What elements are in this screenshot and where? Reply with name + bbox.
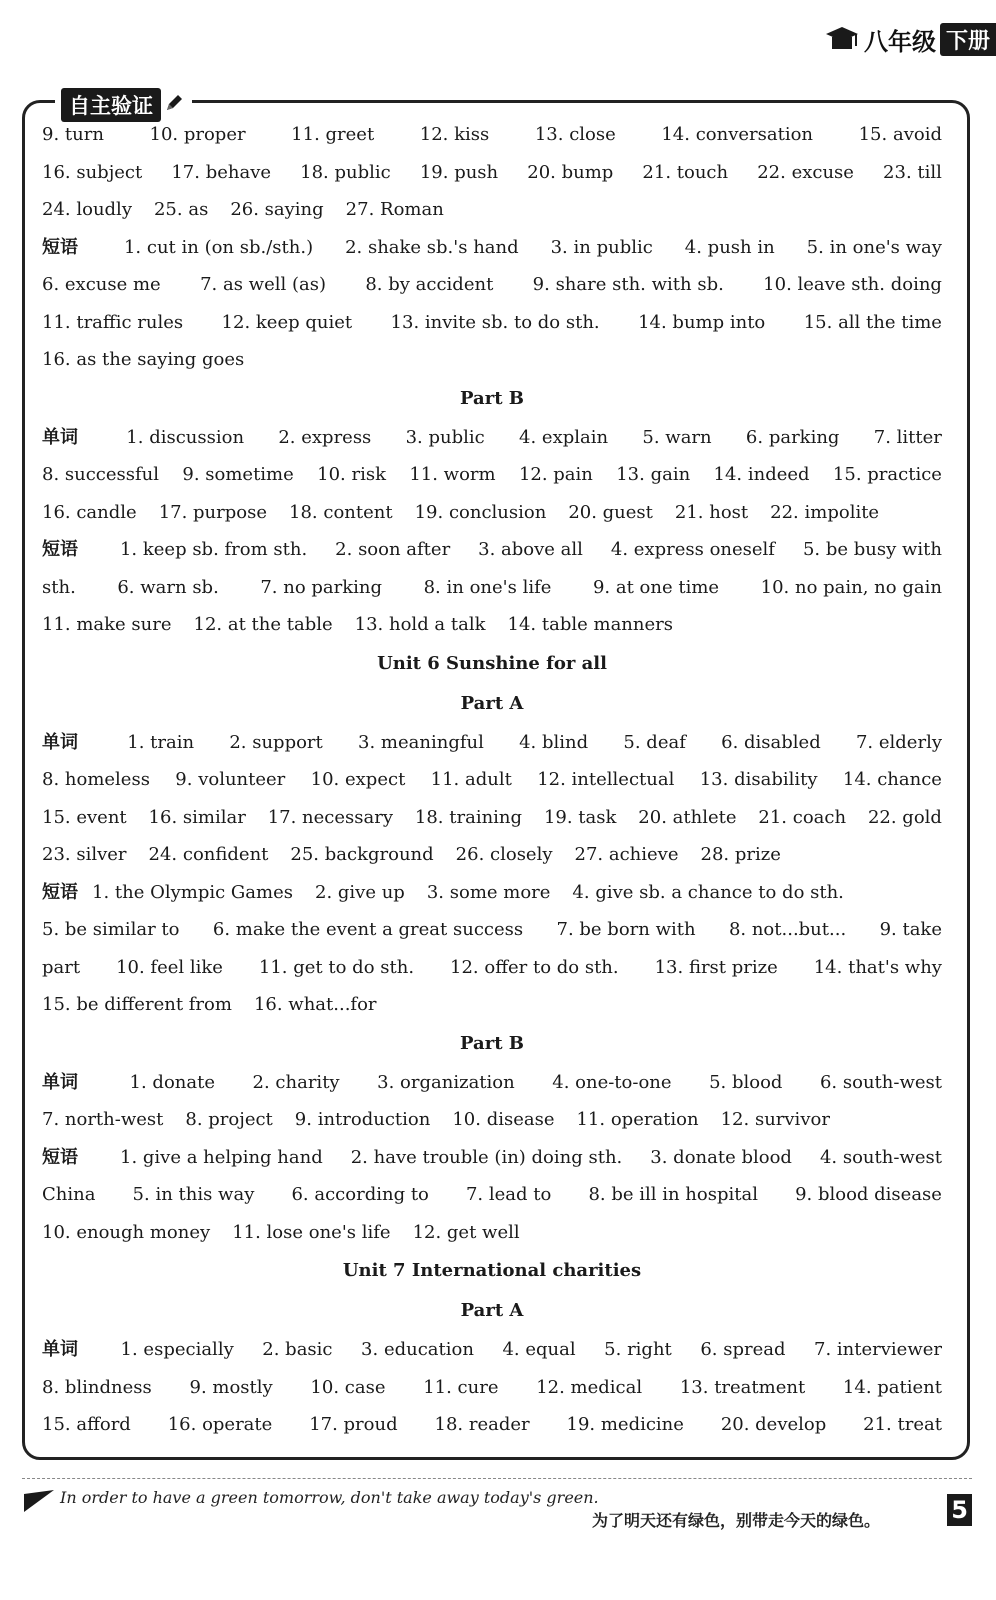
answer-content — [42, 116, 942, 1444]
category-label: 短语 — [42, 1146, 78, 1168]
answer-item: 5. blood — [709, 1071, 783, 1093]
answer-item: 20. guest — [568, 501, 653, 523]
answer-item: 4. give sb. a chance to do sth. — [572, 881, 844, 903]
answer-item: 16. similar — [148, 806, 246, 828]
answer-item: 8. by accident — [365, 274, 494, 295]
answer-item: 24. loudly — [42, 199, 132, 220]
answer-item: 7. lead to — [465, 1184, 552, 1205]
answer-item: 8. be ill in hospital — [588, 1184, 758, 1205]
answer-item: 15. practice — [832, 464, 942, 485]
answer-item: 2. charity — [252, 1071, 340, 1093]
answer-item: 20. develop — [720, 1414, 827, 1435]
answer-item: 8. project — [185, 1109, 273, 1130]
answer-item: 9. sometime — [182, 464, 294, 485]
answer-item: 5. be similar to — [42, 919, 180, 940]
answer-item: 18. public — [300, 161, 391, 183]
grade-label: 八年级 — [863, 27, 936, 56]
answer-item: 16. subject — [42, 161, 143, 183]
answer-item: 11. traffic rules — [42, 311, 184, 333]
answer-item: 16. candle — [42, 501, 137, 523]
answer-item: 20. bump — [527, 161, 614, 183]
answer-item: 12. kiss — [419, 124, 490, 145]
answer-item: 8. not...but... — [728, 919, 847, 940]
pencil-icon — [164, 93, 184, 117]
category-label: 短语 — [42, 881, 78, 903]
answer-item: 7. no parking — [260, 576, 383, 598]
answer-item: 1. discussion — [126, 426, 245, 448]
answer-item: 22. gold — [867, 806, 942, 828]
answer-item: 25. background — [290, 844, 434, 865]
answer-item: 17. behave — [171, 161, 272, 183]
answer-item: sth. — [42, 576, 76, 598]
answer-item: 10. no pain, no gain — [760, 576, 942, 598]
answer-line — [42, 724, 942, 762]
answer-item: 6. disabled — [721, 731, 821, 753]
answer-item: 28. prize — [700, 844, 781, 865]
answer-item: 1. especially — [120, 1339, 234, 1360]
answer-item: 27. achieve — [574, 844, 679, 865]
category-label: 单词 — [42, 731, 78, 753]
answer-item: 25. as — [153, 199, 209, 220]
category-label: 单词 — [42, 1339, 78, 1360]
answer-item: 5. be busy with — [802, 539, 942, 560]
answer-line — [42, 1214, 942, 1252]
answer-item: 13. gain — [616, 464, 691, 485]
answer-line — [42, 836, 942, 874]
answer-item: 9. volunteer — [175, 769, 286, 790]
answer-item: 10. risk — [317, 464, 386, 485]
answer-item: 9. mostly — [189, 1376, 273, 1398]
answer-item: 16. operate — [167, 1414, 273, 1435]
category-label: 单词 — [42, 426, 78, 448]
answer-item: 11. lose one's life — [232, 1221, 391, 1243]
category-label: 单词 — [42, 1071, 78, 1093]
answer-item: 22. impolite — [770, 501, 880, 523]
answer-item: 6. parking — [745, 426, 840, 448]
answer-item: 1. keep sb. from sth. — [119, 539, 308, 560]
answer-item: 16. as the saying goes — [42, 349, 245, 370]
answer-line — [42, 456, 942, 494]
motto-chinese: 为了明天还有绿色，别带走今天的绿色。 — [592, 1511, 881, 1530]
answer-item: 4. south-west — [819, 1146, 942, 1168]
answer-item: 9. take — [879, 919, 942, 940]
answer-item: 3. public — [405, 426, 485, 448]
answer-item: 3. some more — [426, 881, 551, 903]
answer-line — [42, 304, 942, 342]
answer-item: 23. till — [883, 161, 942, 183]
answer-item: 2. express — [278, 426, 372, 448]
answer-item: 14. bump into — [638, 311, 766, 333]
answer-item: 4. one-to-one — [552, 1071, 672, 1093]
answer-line — [42, 911, 942, 949]
answer-item: 11. cure — [423, 1376, 499, 1398]
answer-item: 19. task — [543, 806, 617, 828]
answer-item: 11. worm — [409, 464, 496, 485]
answer-item: 12. survivor — [720, 1109, 830, 1130]
answer-item: 10. disease — [452, 1109, 555, 1130]
answer-item: 7. elderly — [855, 731, 942, 753]
answer-item: 14. patient — [842, 1376, 942, 1398]
answer-item: 8. homeless — [42, 769, 150, 790]
answer-item: 3. education — [361, 1339, 474, 1360]
answer-line — [42, 229, 942, 267]
grade-tag — [822, 22, 996, 56]
answer-item: 10. proper — [149, 124, 246, 145]
answer-line — [42, 1139, 942, 1177]
answer-item: 26. closely — [455, 844, 553, 865]
answer-item: 12. pain — [518, 464, 593, 485]
answer-item: 6. excuse me — [42, 274, 161, 295]
answer-item: 4. express oneself — [610, 539, 775, 560]
answer-line — [42, 1331, 942, 1369]
answer-item: 1. donate — [129, 1071, 215, 1093]
answer-item: 15. all the time — [803, 311, 942, 333]
answer-line — [42, 1176, 942, 1214]
answer-item: 7. north-west — [42, 1109, 164, 1130]
answer-item: 18. content — [289, 501, 393, 523]
answer-item: 14. indeed — [713, 464, 810, 485]
answer-item: 9. share sth. with sb. — [532, 274, 724, 295]
answer-item: 14. that's why — [813, 956, 942, 978]
answer-item: 19. medicine — [566, 1414, 684, 1435]
graduation-cap-icon — [822, 24, 862, 54]
answer-item: 13. invite sb. to do sth. — [390, 311, 600, 333]
page-number: 5 — [947, 1494, 972, 1526]
answer-item: 13. disability — [699, 769, 818, 790]
answer-item: 4. explain — [519, 426, 609, 448]
answer-line — [42, 606, 942, 644]
answer-item: 3. in public — [550, 236, 653, 258]
footer — [22, 1478, 972, 1538]
answer-item: 12. intellectual — [537, 769, 675, 790]
answer-line — [42, 154, 942, 192]
answer-item: 13. treatment — [679, 1376, 806, 1398]
answer-line — [42, 986, 942, 1024]
answer-item: 10. enough money — [42, 1221, 211, 1243]
corner-triangle-icon — [24, 1490, 54, 1516]
answer-item: 5. in one's way — [806, 236, 942, 258]
answer-item: 21. host — [674, 501, 749, 523]
answer-item: 17. necessary — [267, 806, 394, 828]
answer-item: 6. south-west — [819, 1071, 942, 1093]
answer-item: 12. offer to do sth. — [450, 956, 619, 978]
answer-item: 12. at the table — [193, 614, 333, 635]
answer-item: 6. make the event a great success — [212, 919, 524, 940]
answer-item: 2. give up — [315, 881, 405, 903]
answer-item: 1. give a helping hand — [120, 1146, 323, 1168]
answer-line — [42, 1101, 942, 1139]
answer-item: 5. warn — [642, 426, 712, 448]
answer-line — [42, 799, 942, 837]
answer-item: 11. adult — [430, 769, 512, 790]
answer-item: 3. meaningful — [358, 731, 484, 753]
answer-item: 2. have trouble (in) doing sth. — [350, 1146, 623, 1168]
answer-line — [42, 569, 942, 607]
answer-line — [42, 949, 942, 987]
answer-item: 7. litter — [873, 426, 942, 448]
answer-item: 22. excuse — [757, 161, 854, 183]
answer-line — [42, 1064, 942, 1102]
volume-label: 下册 — [940, 23, 996, 56]
answer-item: part — [42, 956, 81, 978]
answer-item: 6. warn sb. — [117, 576, 219, 598]
answer-item: 10. leave sth. doing — [763, 274, 942, 295]
answer-item: 11. operation — [576, 1109, 699, 1130]
answer-item: 1. the Olympic Games — [92, 881, 293, 903]
answer-item: 14. conversation — [661, 124, 814, 145]
answer-item: 3. above all — [478, 539, 583, 560]
answer-item: 2. soon after — [335, 539, 451, 560]
answer-item: 4. push in — [684, 236, 775, 258]
answer-item: 4. equal — [502, 1339, 576, 1360]
answer-item: 21. touch — [642, 161, 729, 183]
section-heading: Part A — [460, 692, 524, 714]
answer-item: 12. medical — [536, 1376, 643, 1398]
answer-item: 19. conclusion — [414, 501, 547, 523]
answer-item: 8. in one's life — [423, 576, 552, 598]
section-heading: Part B — [460, 1032, 524, 1054]
answer-item: 13. hold a talk — [354, 614, 486, 635]
answer-line — [42, 419, 942, 457]
answer-line — [42, 266, 942, 304]
answer-item: 9. blood disease — [795, 1184, 942, 1205]
answer-item: 5. right — [604, 1339, 672, 1360]
section-heading: Unit 6 Sunshine for all — [377, 652, 607, 674]
answer-item: 15. event — [42, 806, 127, 828]
answer-item: 14. chance — [842, 769, 942, 790]
category-label: 短语 — [42, 539, 78, 560]
answer-item: 16. what...for — [253, 994, 377, 1015]
answer-item: 4. blind — [519, 731, 589, 753]
section-heading: Unit 7 International charities — [342, 1260, 642, 1281]
answer-item: 27. Roman — [345, 199, 444, 220]
answer-item: 2. support — [229, 731, 323, 753]
answer-line — [42, 494, 942, 532]
answer-item: 11. greet — [291, 124, 375, 145]
answer-item: China — [42, 1184, 96, 1205]
answer-item: 10. feel like — [116, 956, 223, 978]
section-heading: Part A — [460, 1300, 524, 1321]
answer-item: 9. turn — [42, 124, 104, 145]
answer-item: 15. afford — [42, 1414, 131, 1435]
section-label-text: 自主验证 — [61, 88, 161, 122]
answer-item: 10. expect — [310, 769, 406, 790]
answer-item: 11. make sure — [42, 614, 172, 635]
answer-item: 21. treat — [863, 1414, 942, 1435]
answer-item: 10. case — [310, 1376, 386, 1398]
answer-line — [42, 761, 942, 799]
footer-divider — [22, 1478, 972, 1480]
answer-item: 26. saying — [230, 199, 324, 220]
answer-item: 18. reader — [434, 1414, 530, 1435]
answer-item: 1. train — [127, 731, 195, 753]
answer-item: 21. coach — [758, 806, 847, 828]
answer-line — [42, 341, 942, 379]
answer-item: 24. confident — [148, 844, 269, 865]
answer-item: 14. table manners — [507, 614, 673, 635]
answer-line — [42, 531, 942, 569]
answer-item: 18. training — [414, 806, 523, 828]
answer-item: 15. be different from — [42, 994, 232, 1015]
answer-line — [42, 874, 942, 912]
category-label: 短语 — [42, 236, 78, 258]
answer-item: 7. interviewer — [814, 1339, 942, 1360]
answer-item: 23. silver — [42, 844, 127, 865]
answer-line — [42, 116, 942, 154]
answer-item: 1. cut in (on sb./sth.) — [123, 236, 314, 258]
answer-item: 2. shake sb.'s hand — [345, 236, 519, 258]
answer-line — [42, 191, 942, 229]
answer-item: 17. proud — [309, 1414, 398, 1435]
answer-item: 3. donate blood — [650, 1146, 792, 1168]
answer-item: 6. spread — [700, 1339, 786, 1360]
answer-item: 6. according to — [291, 1184, 429, 1205]
answer-item: 5. in this way — [132, 1184, 255, 1205]
answer-item: 2. basic — [262, 1339, 333, 1360]
answer-item: 9. at one time — [592, 576, 720, 598]
section-heading: Part B — [460, 387, 524, 409]
answer-item: 11. get to do sth. — [258, 956, 415, 978]
answer-item: 12. get well — [412, 1221, 520, 1243]
answer-item: 8. blindness — [42, 1376, 152, 1398]
answer-item: 20. athlete — [638, 806, 737, 828]
answer-item: 17. purpose — [158, 501, 268, 523]
answer-item: 13. close — [534, 124, 616, 145]
answer-item: 3. organization — [377, 1071, 515, 1093]
answer-item: 7. as well (as) — [200, 274, 326, 295]
answer-item: 9. introduction — [294, 1109, 431, 1130]
answer-item: 15. avoid — [858, 124, 942, 145]
answer-item: 7. be born with — [556, 919, 696, 940]
answer-item: 8. successful — [42, 464, 160, 485]
answer-line — [42, 1369, 942, 1407]
answer-line — [42, 1406, 942, 1444]
motto-english: In order to have a green tomorrow, don't take away today's green. — [60, 1488, 599, 1507]
answer-item: 5. deaf — [623, 731, 686, 753]
answer-item: 12. keep quiet — [221, 311, 353, 333]
answer-item: 19. push — [419, 161, 499, 183]
answer-item: 13. first prize — [654, 956, 778, 978]
